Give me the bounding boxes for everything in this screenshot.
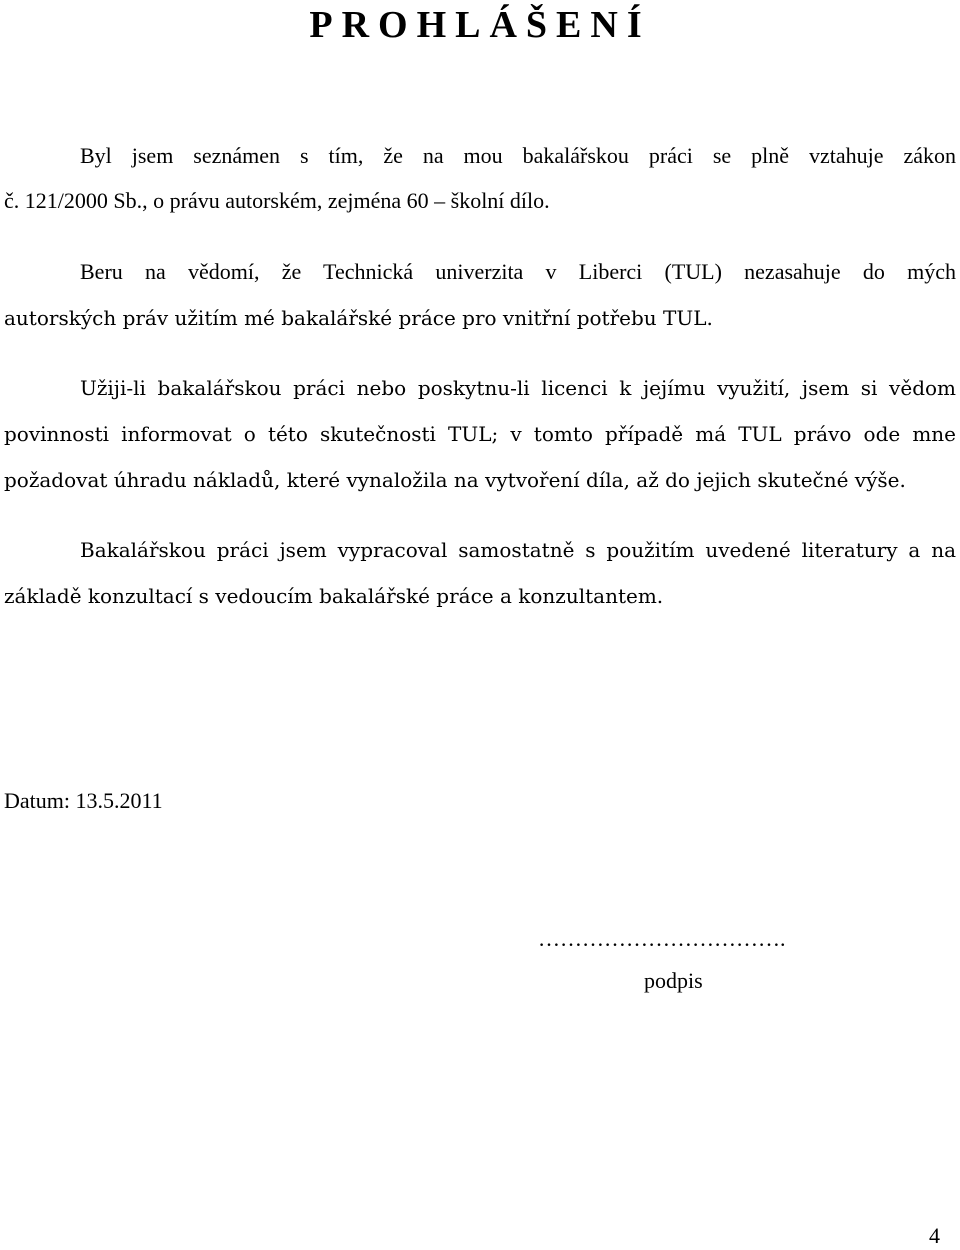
paragraph-3-line-2: povinnosti informovat o této skutečnosti TUL; v tomto případě má TUL právo ode mne [4, 422, 956, 446]
paragraph-3-line-1: Užiji-li bakalářskou práci nebo poskytnu-li licenci k jejímu využití, jsem si vědom [80, 376, 956, 400]
paragraph-4-line-2: základě konzultací s vedoucím bakalářské práce a konzultantem. [4, 584, 664, 608]
page-number: 4 [929, 1223, 940, 1248]
paragraph-2-line-2: autorských práv užitím mé bakalářské práce pro vnitřní potřebu TUL. [4, 306, 713, 330]
signature-label: podpis [644, 968, 703, 993]
date-label: Datum: 13.5.2011 [4, 788, 163, 813]
page-title: PROHLÁŠENÍ [309, 4, 651, 46]
signature-line: ……………………………. [538, 926, 786, 951]
paragraph-3-line-3: požadovat úhradu nákladů, které vynaložila na vytvoření díla, až do jejich skutečné výše. [4, 468, 906, 492]
paragraph-1-line-2: č. 121/2000 Sb., o právu autorském, zejména 60 – školní dílo. [4, 188, 550, 213]
paragraph-4-line-1: Bakalářskou práci jsem vypracoval samostatně s použitím uvedené literatury a na [80, 538, 956, 562]
paragraph-1-line-1: Byl jsem seznámen s tím, že na mou bakalářskou práci se plně vztahuje zákon [80, 143, 956, 168]
paragraph-2-line-1: Beru na vědomí, že Technická univerzita v Liberci (TUL) nezasahuje do mých [80, 259, 956, 284]
